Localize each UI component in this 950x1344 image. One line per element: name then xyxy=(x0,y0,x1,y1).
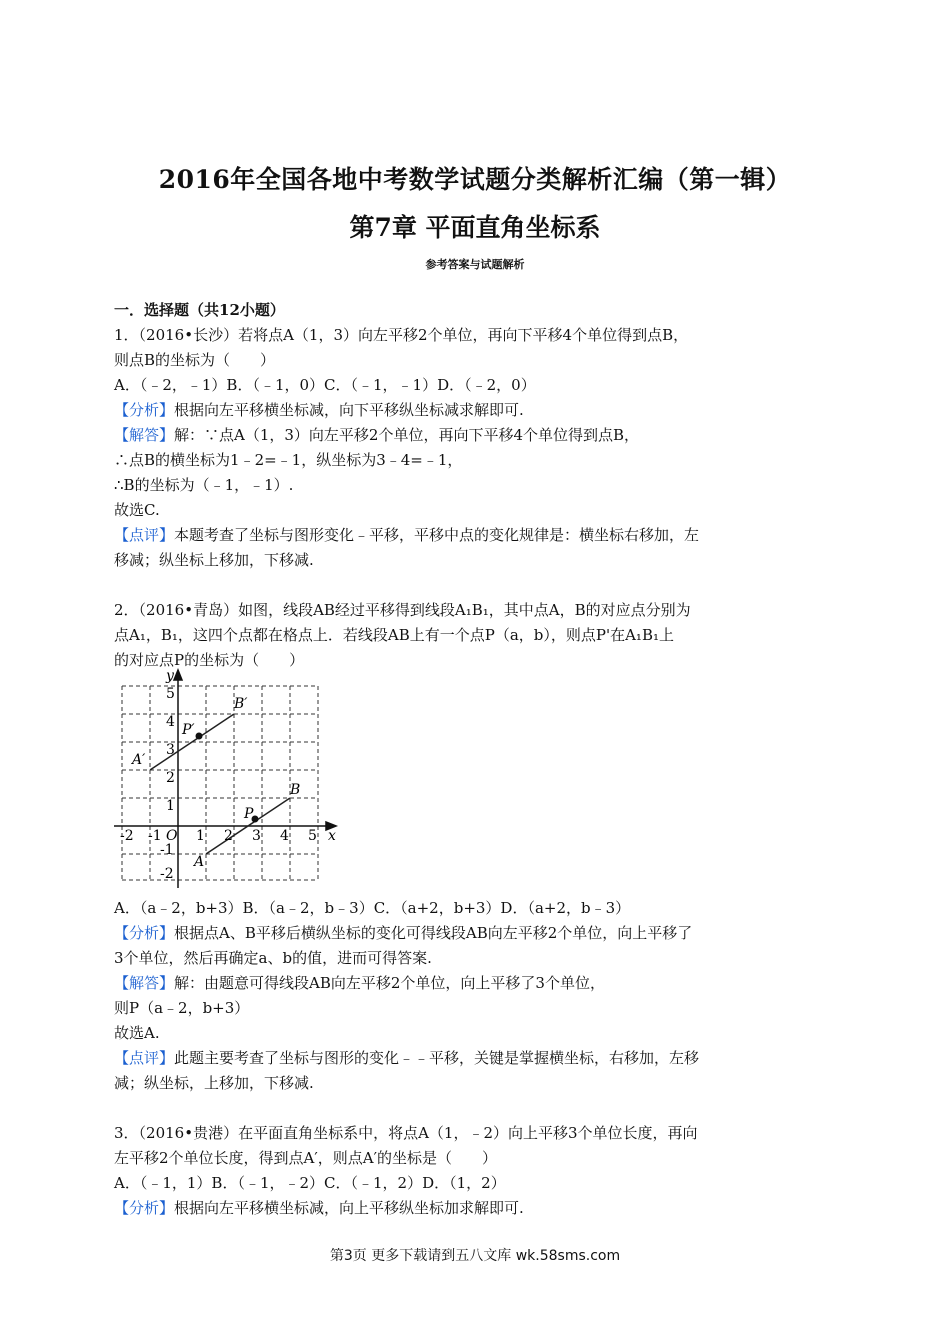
q2-solution-line2: 则P（a﹣2，b+3） xyxy=(114,999,250,1017)
q1-analysis xyxy=(114,400,524,420)
analysis-tag: 【分析】 xyxy=(114,401,175,419)
solution-text: 解：∵点A（1，3）向左平移2个单位，再向下平移4个单位得到点B， xyxy=(174,426,640,444)
q3-options: A．（﹣1，1）B．（﹣1，﹣2）C．（﹣1，2）D．（1，2） xyxy=(114,1174,506,1192)
comment-text: 本题考查了坐标与图形变化﹣平移，平移中点的变化规律是：横坐标右移加，左 xyxy=(174,526,700,544)
axis-x-label: x xyxy=(328,828,336,844)
axis-y-label: y xyxy=(166,668,174,684)
page-footer: 第3页 更多下载请到五八文库 wk.58sms.com xyxy=(329,1248,621,1264)
y-tick: 3 xyxy=(166,742,175,758)
analysis-text: 根据向左平移横坐标减，向上平移纵坐标加求解即可. xyxy=(174,1199,524,1217)
analysis-text: 根据向左平移横坐标减，向下平移纵坐标减求解即可. xyxy=(174,401,524,419)
label-b: B xyxy=(290,782,301,798)
q1-comment-line2: 移减；纵坐标上移加，下移减. xyxy=(114,551,314,569)
solution-text: 解：由题意可得线段AB向左平移2个单位，向上平移了3个单位， xyxy=(174,974,605,992)
q1-solution-line2: ∴点B的横坐标为1﹣2=﹣1，纵坐标为3﹣4=﹣1， xyxy=(114,451,463,469)
solution-tag: 【解答】 xyxy=(114,426,175,444)
x-tick: 2 xyxy=(224,828,233,844)
label-p: P xyxy=(244,806,254,822)
q1-stem-line1: 1．（2016•长沙）若将点A（1，3）向左平移2个单位，再向下平移4个单位得到点B， xyxy=(114,326,689,344)
analysis-tag: 【分析】 xyxy=(114,1199,175,1217)
subtitle: 参考答案与试题解析 xyxy=(425,258,525,271)
q2-analysis-line1 xyxy=(114,923,692,943)
q2-analysis-line2: 3个单位，然后再确定a、b的值，进而可得答案. xyxy=(114,949,432,967)
axes xyxy=(114,670,336,888)
analysis-text: 根据点A、B平移后横纵坐标的变化可得线段AB向左平移2个单位，向上平移了 xyxy=(174,924,693,942)
q2-stem-line3: 的对应点P的坐标为（ ） xyxy=(114,651,305,669)
label-a-prime: A′ xyxy=(132,752,146,768)
q1-comment-line1 xyxy=(114,525,699,545)
q3-analysis xyxy=(114,1198,524,1218)
x-tick: -2 xyxy=(120,828,134,844)
q2-comment-line1 xyxy=(114,1048,699,1068)
q2-options: A．（a﹣2，b+3）B．（a﹣2，b﹣3）C．（a+2，b+3）D．（a+2，b﹣3） xyxy=(114,899,631,917)
analysis-tag: 【分析】 xyxy=(114,924,175,942)
label-b-prime: B′ xyxy=(234,696,248,712)
q1-solution-line3: ∴B的坐标为（﹣1，﹣1）. xyxy=(114,476,294,494)
label-a: A xyxy=(194,854,205,870)
x-tick: 5 xyxy=(308,828,317,844)
q3-stem-line2: 左平移2个单位长度，得到点A′，则点A′的坐标是（ ） xyxy=(114,1149,498,1167)
y-tick: 1 xyxy=(166,798,175,814)
x-tick: 4 xyxy=(280,828,289,844)
y-tick: -2 xyxy=(160,866,174,882)
section-heading: 一．选择题（共12小题） xyxy=(114,301,285,319)
x-tick: -1 xyxy=(148,828,162,844)
q2-answer: 故选A. xyxy=(114,1024,160,1042)
q2-stem-line2: 点A₁，B₁，这四个点都在格点上．若线段AB上有一个点P（a，b），则点P'在A₁B₁上 xyxy=(114,626,674,644)
comment-tag: 【点评】 xyxy=(114,1049,175,1067)
q1-stem-line2: 则点B的坐标为（ ） xyxy=(114,351,276,369)
y-tick: -1 xyxy=(160,842,174,858)
coordinate-grid-figure xyxy=(114,668,344,894)
x-tick: 1 xyxy=(196,828,205,844)
x-tick: 3 xyxy=(252,828,261,844)
q1-answer: 故选C. xyxy=(114,501,160,519)
q1-solution-line1 xyxy=(114,425,639,445)
y-tick: 5 xyxy=(166,686,175,702)
q3-stem-line1: 3．（2016•贵港）在平面直角坐标系中，将点A（1，﹣2）向上平移3个单位长度，再向 xyxy=(114,1124,698,1142)
solution-tag: 【解答】 xyxy=(114,974,175,992)
grid-lines xyxy=(122,686,318,880)
origin-label: O xyxy=(166,828,178,844)
comment-tag: 【点评】 xyxy=(114,526,175,544)
comment-text: 此题主要考查了坐标与图形的变化﹣﹣平移，关键是掌握横坐标，右移加，左移 xyxy=(174,1049,700,1067)
point-p-prime xyxy=(196,733,203,740)
q2-stem-line1: 2．（2016•青岛）如图，线段AB经过平移得到线段A₁B₁，其中点A，B的对应点分别为 xyxy=(114,601,691,619)
q2-solution-line1 xyxy=(114,973,605,993)
y-tick: 4 xyxy=(166,714,175,730)
y-tick: 2 xyxy=(166,770,175,786)
label-p-prime: P′ xyxy=(182,722,195,738)
chapter-title: 第7章 平面直角坐标系 xyxy=(349,213,601,242)
q1-options: A．（﹣2，﹣1）B．（﹣1，0）C．（﹣1，﹣1）D．（﹣2，0） xyxy=(114,376,536,394)
q2-comment-line2: 减；纵坐标，上移加，下移减. xyxy=(114,1074,314,1092)
document-title: 2016年全国各地中考数学试题分类解析汇编（第一辑） xyxy=(158,165,792,194)
